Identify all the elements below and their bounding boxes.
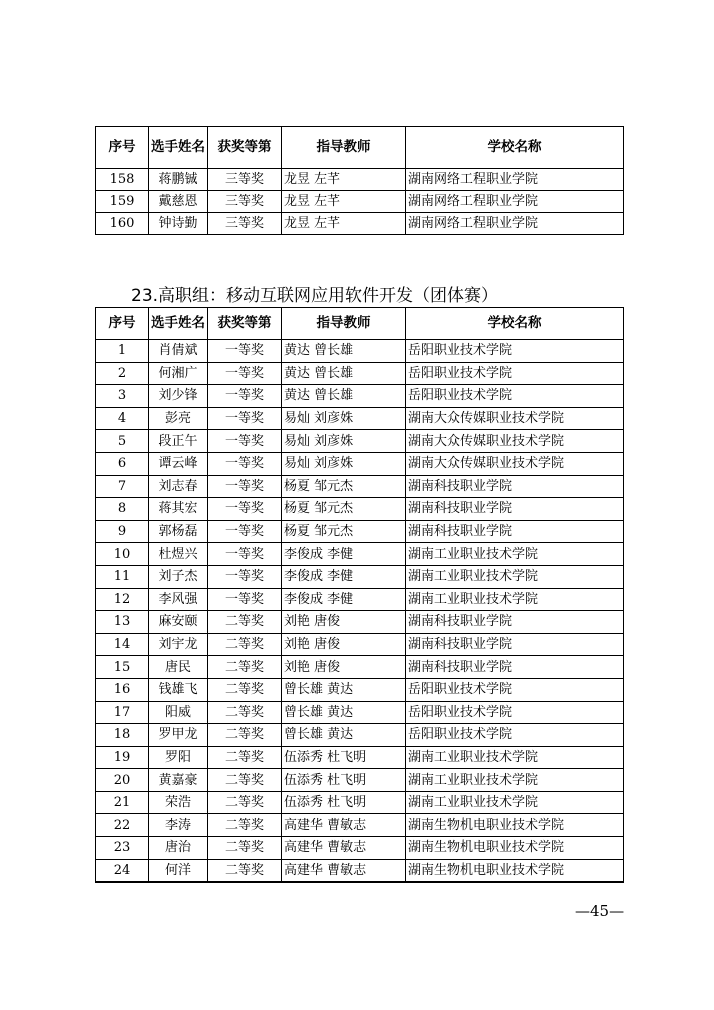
table-row [96,430,624,453]
cell-index: 9 [96,520,149,543]
table-row [96,498,624,521]
header-award-level: 获奖等第 [208,308,282,340]
cell-instructors: 高建华 曹敏志 [282,837,406,860]
cell-index: 14 [96,633,149,656]
cell-award-level: 一等奖 [208,588,282,611]
cell-index: 20 [96,769,149,792]
cell-contestant-name: 肖倩斌 [149,340,208,363]
cell-contestant-name: 何湘广 [149,362,208,385]
cell-instructors: 伍添秀 杜飞明 [282,791,406,814]
cell-school-name: 岳阳职业技术学院 [406,701,624,724]
cell-award-level: 一等奖 [208,498,282,521]
cell-instructors: 李俊成 李健 [282,588,406,611]
table-row [96,859,624,882]
cell-index: 18 [96,724,149,747]
header-index: 序号 [96,127,149,169]
cell-contestant-name: 阳威 [149,701,208,724]
cell-index: 8 [96,498,149,521]
header-school-name: 学校名称 [406,308,624,340]
cell-school-name: 岳阳职业技术学院 [406,678,624,701]
cell-instructors: 易灿 刘彦姝 [282,430,406,453]
cell-school-name: 岳阳职业技术学院 [406,362,624,385]
cell-index: 23 [96,837,149,860]
table-row [96,678,624,701]
cell-school-name: 湖南工业职业技术学院 [406,769,624,792]
cell-school-name: 湖南生物机电职业技术学院 [406,859,624,882]
cell-award-level: 二等奖 [208,769,282,792]
cell-school-name: 湖南科技职业学院 [406,475,624,498]
cell-instructors: 高建华 曹敏志 [282,814,406,837]
cell-index: 12 [96,588,149,611]
table-row [96,588,624,611]
cell-index: 13 [96,611,149,634]
cell-school-name: 岳阳职业技术学院 [406,340,624,363]
cell-contestant-name: 李涛 [149,814,208,837]
cell-award-level: 一等奖 [208,407,282,430]
cell-school-name: 湖南网络工程职业学院 [406,213,624,235]
cell-instructors: 易灿 刘彦姝 [282,452,406,475]
cell-instructors: 李俊成 李健 [282,565,406,588]
cell-instructors: 杨夏 邹元杰 [282,520,406,543]
cell-index: 11 [96,565,149,588]
cell-contestant-name: 蒋鹏铖 [149,169,208,191]
cell-index: 6 [96,452,149,475]
cell-school-name: 湖南工业职业技术学院 [406,543,624,566]
cell-index: 1 [96,340,149,363]
table-row [96,791,624,814]
header-award-level: 获奖等第 [208,127,282,169]
cell-school-name: 岳阳职业技术学院 [406,724,624,747]
table-row [96,769,624,792]
cell-contestant-name: 唐治 [149,837,208,860]
cell-contestant-name: 蒋其宏 [149,498,208,521]
table-row [96,340,624,363]
cell-contestant-name: 戴慈恩 [149,191,208,213]
table-row [96,362,624,385]
cell-contestant-name: 彭亮 [149,407,208,430]
table-header [96,127,624,169]
cell-index: 19 [96,746,149,769]
cell-school-name: 湖南工业职业技术学院 [406,746,624,769]
cell-award-level: 一等奖 [208,475,282,498]
table-row [96,169,624,191]
header-school-name: 学校名称 [406,127,624,169]
cell-school-name: 湖南工业职业技术学院 [406,565,624,588]
table-row [96,746,624,769]
cell-contestant-name: 刘志春 [149,475,208,498]
cell-instructors: 曾长雄 黄达 [282,701,406,724]
cell-contestant-name: 刘宇龙 [149,633,208,656]
table-body [96,340,624,882]
cell-award-level: 三等奖 [208,169,282,191]
cell-school-name: 湖南生物机电职业技术学院 [406,814,624,837]
cell-contestant-name: 钟诗勤 [149,213,208,235]
cell-award-level: 二等奖 [208,791,282,814]
cell-instructors: 黄达 曾长雄 [282,385,406,408]
table-row [96,452,624,475]
cell-contestant-name: 唐民 [149,656,208,679]
cell-contestant-name: 杜煜兴 [149,543,208,566]
cell-award-level: 二等奖 [208,678,282,701]
cell-award-level: 二等奖 [208,859,282,882]
cell-index: 160 [96,213,149,235]
table-row [96,520,624,543]
awards-table-continued [95,126,624,235]
cell-school-name: 湖南科技职业学院 [406,633,624,656]
cell-instructors: 黄达 曾长雄 [282,362,406,385]
cell-instructors: 易灿 刘彦姝 [282,407,406,430]
cell-index: 7 [96,475,149,498]
cell-award-level: 二等奖 [208,656,282,679]
cell-index: 16 [96,678,149,701]
cell-instructors: 李俊成 李健 [282,543,406,566]
page-number: —45— [575,902,625,920]
cell-contestant-name: 段正午 [149,430,208,453]
header-instructors: 指导教师 [282,308,406,340]
cell-index: 22 [96,814,149,837]
cell-contestant-name: 谭云峰 [149,452,208,475]
cell-school-name: 湖南大众传媒职业技术学院 [406,430,624,453]
cell-contestant-name: 李风强 [149,588,208,611]
table-header [96,308,624,340]
cell-instructors: 杨夏 邹元杰 [282,498,406,521]
cell-contestant-name: 罗甲龙 [149,724,208,747]
cell-contestant-name: 何洋 [149,859,208,882]
cell-contestant-name: 刘子杰 [149,565,208,588]
table-row [96,633,624,656]
cell-award-level: 二等奖 [208,814,282,837]
cell-index: 2 [96,362,149,385]
cell-award-level: 二等奖 [208,746,282,769]
table-row [96,724,624,747]
cell-school-name: 岳阳职业技术学院 [406,385,624,408]
table-row [96,837,624,860]
cell-award-level: 三等奖 [208,213,282,235]
table-row [96,475,624,498]
cell-index: 24 [96,859,149,882]
table-row [96,191,624,213]
table-row [96,814,624,837]
section-heading: 23.高职组：移动互联网应用软件开发（团体赛） [131,286,499,306]
cell-index: 159 [96,191,149,213]
table-row [96,565,624,588]
cell-award-level: 一等奖 [208,452,282,475]
cell-instructors: 龙昱 左芊 [282,213,406,235]
cell-instructors: 龙昱 左芊 [282,169,406,191]
cell-instructors: 刘艳 唐俊 [282,611,406,634]
cell-instructors: 刘艳 唐俊 [282,656,406,679]
table-row [96,543,624,566]
cell-contestant-name: 麻安颐 [149,611,208,634]
header-contestant-name: 选手姓名 [149,308,208,340]
cell-school-name: 湖南科技职业学院 [406,611,624,634]
cell-index: 158 [96,169,149,191]
cell-school-name: 湖南网络工程职业学院 [406,191,624,213]
cell-instructors: 刘艳 唐俊 [282,633,406,656]
cell-instructors: 伍添秀 杜飞明 [282,746,406,769]
cell-index: 15 [96,656,149,679]
cell-award-level: 二等奖 [208,611,282,634]
cell-instructors: 曾长雄 黄达 [282,678,406,701]
cell-instructors: 高建华 曹敏志 [282,859,406,882]
cell-award-level: 二等奖 [208,837,282,860]
cell-school-name: 湖南网络工程职业学院 [406,169,624,191]
cell-award-level: 一等奖 [208,362,282,385]
cell-contestant-name: 黄嘉豪 [149,769,208,792]
table-row [96,611,624,634]
table-row [96,656,624,679]
cell-award-level: 一等奖 [208,543,282,566]
cell-school-name: 湖南大众传媒职业技术学院 [406,452,624,475]
cell-index: 3 [96,385,149,408]
cell-award-level: 二等奖 [208,724,282,747]
cell-index: 10 [96,543,149,566]
cell-instructors: 杨夏 邹元杰 [282,475,406,498]
cell-index: 5 [96,430,149,453]
cell-award-level: 一等奖 [208,340,282,363]
header-index: 序号 [96,308,149,340]
cell-award-level: 一等奖 [208,520,282,543]
cell-instructors: 龙昱 左芊 [282,191,406,213]
cell-school-name: 湖南工业职业技术学院 [406,791,624,814]
header-instructors: 指导教师 [282,127,406,169]
cell-index: 21 [96,791,149,814]
cell-contestant-name: 荣浩 [149,791,208,814]
cell-award-level: 二等奖 [208,701,282,724]
table-body [96,169,624,235]
cell-school-name: 湖南科技职业学院 [406,656,624,679]
cell-award-level: 三等奖 [208,191,282,213]
header-contestant-name: 选手姓名 [149,127,208,169]
cell-school-name: 湖南科技职业学院 [406,498,624,521]
cell-index: 17 [96,701,149,724]
awards-table-mobile-internet [95,307,624,883]
header-row [96,308,624,340]
table-row [96,385,624,408]
table-row [96,407,624,430]
cell-school-name: 湖南生物机电职业技术学院 [406,837,624,860]
cell-instructors: 伍添秀 杜飞明 [282,769,406,792]
cell-instructors: 黄达 曾长雄 [282,340,406,363]
cell-school-name: 湖南工业职业技术学院 [406,588,624,611]
table-row [96,213,624,235]
cell-index: 4 [96,407,149,430]
cell-school-name: 湖南科技职业学院 [406,520,624,543]
cell-contestant-name: 钱雄飞 [149,678,208,701]
header-row [96,127,624,169]
cell-instructors: 曾长雄 黄达 [282,724,406,747]
cell-contestant-name: 郭杨磊 [149,520,208,543]
cell-contestant-name: 罗阳 [149,746,208,769]
cell-school-name: 湖南大众传媒职业技术学院 [406,407,624,430]
cell-contestant-name: 刘少锋 [149,385,208,408]
cell-award-level: 二等奖 [208,633,282,656]
table-row [96,701,624,724]
cell-award-level: 一等奖 [208,430,282,453]
cell-award-level: 一等奖 [208,385,282,408]
cell-award-level: 一等奖 [208,565,282,588]
